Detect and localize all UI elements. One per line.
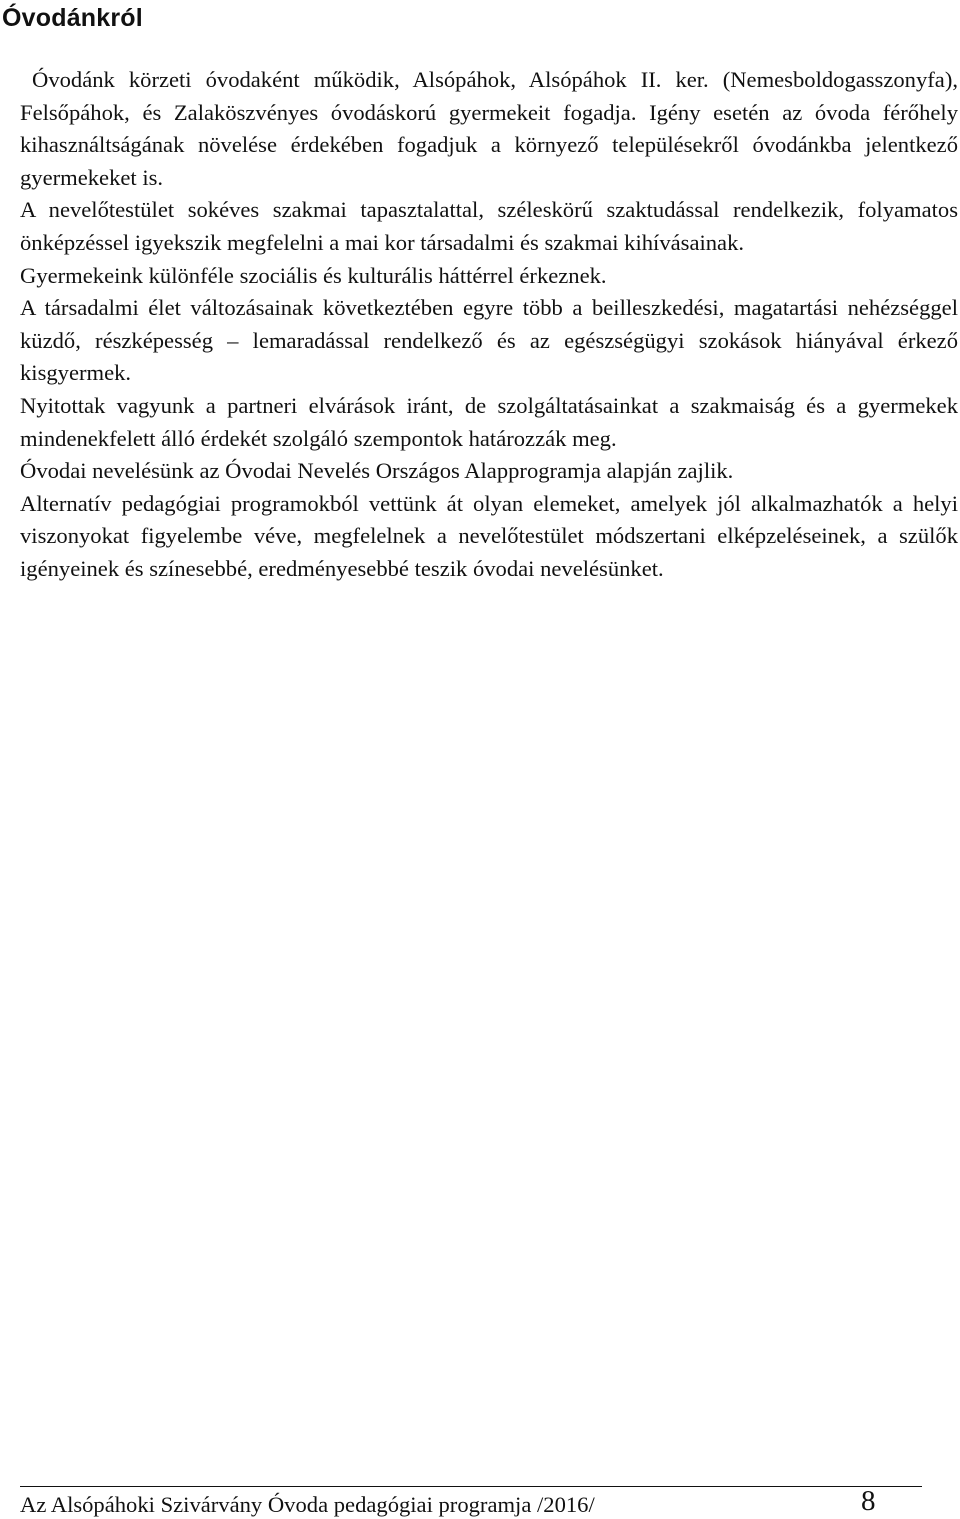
section-heading: Óvodánkról xyxy=(2,4,143,32)
paragraph-staff: A nevelőtestület sokéves szakmai tapasztalattal, széleskörű szaktudással rendelkezik, folyamatos önképzéssel igyekszik megfelelni a mai kor társadalmi és szakmai kihívásainak. xyxy=(20,197,958,255)
footer-divider xyxy=(20,1486,922,1487)
paragraph-alternative-programs: Alternatív pedagógiai programokból vettünk át olyan elemeket, amelyek jól alkalmazhatók a helyi viszonyokat figyelembe véve, megfelelnek a nevelőtestület módszertani elképzeléseinek, a szülők igényeinek és színesebbé, eredményesebbé teszik óvodai nevelésünket. xyxy=(20,490,958,581)
paragraph-partner-expectations: Nyitottak vagyunk a partneri elvárások iránt, de szolgáltatásainkat a szakmaiság és a gyermekek mindenekfelett álló érdekét szolgáló szempontok határozzák meg. xyxy=(20,392,958,451)
footer-title: Az Alsópáhoki Szivárvány Óvoda pedagógiai programja /2016/ xyxy=(20,1492,595,1517)
page-number: 8 xyxy=(861,1485,876,1517)
paragraph-children-background: Gyermekeink különféle szociális és kulturális háttérrel érkeznek. xyxy=(20,262,607,288)
paragraph-national-program: Óvodai nevelésünk az Óvodai Nevelés Országos Alapprogramja alapján zajlik. xyxy=(20,458,734,484)
paragraph-intro: Óvodánk körzeti óvodaként működik, Alsópáhok, Alsópáhok II. ker. (Nemesboldogasszonyfa), Felsőpáhok, és Zalaköszvényes óvodáskorú gyermekeit fogadja. Igény esetén az óvoda férőhely kihasználtságának növelése érdekében fogadjuk a környező településekről óvodánkba jelentkező gyermekeket is. xyxy=(20,67,958,190)
document-body xyxy=(20,64,958,586)
paragraph-social-changes: A társadalmi élet változásainak következtében egyre több a beilleszkedési, magatartási nehézséggel küzdő, részképesség – lemaradással rendelkező és az egészségügyi szokások hiányával érkező kisgyermek. xyxy=(20,295,958,386)
